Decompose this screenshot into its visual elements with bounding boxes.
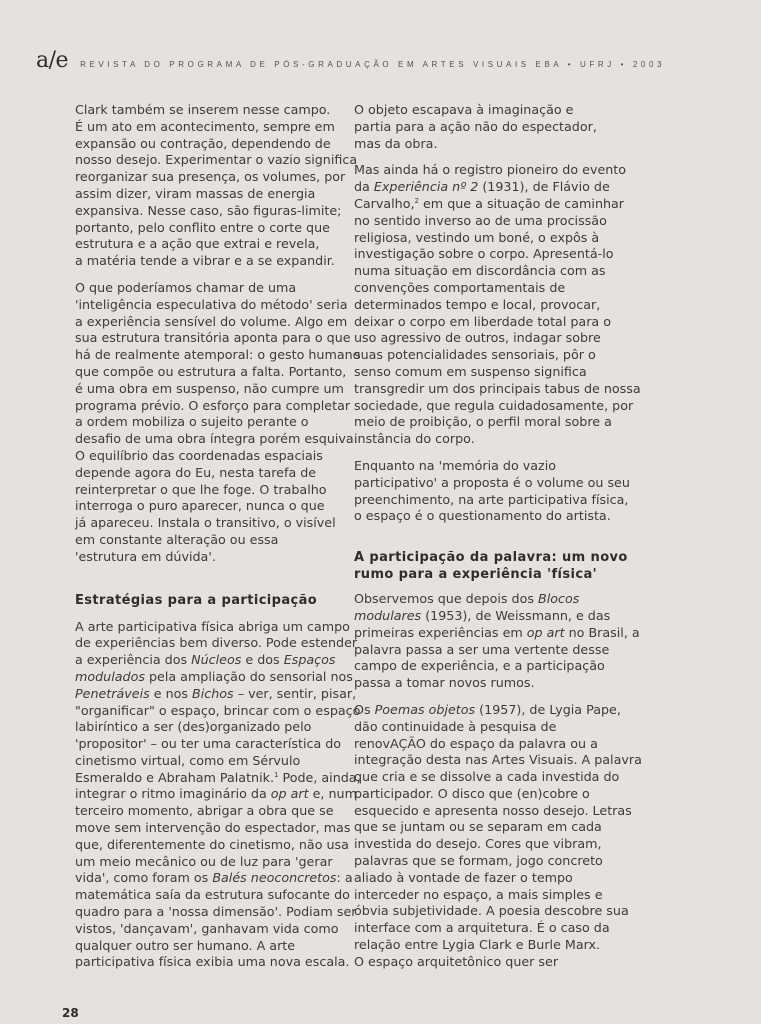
text-line: senso comum em suspenso significa — [354, 363, 587, 379]
text-line: no sentido inverso ao de uma procissão — [354, 212, 607, 228]
text-line: O equilíbrio das coordenadas espaciais — [75, 447, 323, 463]
text-line: labiríntico a ser (des)organizado pelo — [75, 719, 312, 735]
text-line: palavras que se formam, jogo concreto — [354, 853, 603, 869]
text-line: depende agora do Eu, nesta tarefa de — [75, 464, 317, 480]
text-line: nosso desejo. Experimentar o vazio significa — [75, 152, 358, 168]
paragraph — [354, 591, 640, 692]
text-line: modulados pela ampliação do sensorial nos — [75, 668, 353, 684]
heading-text: rumo para a experiência 'física' — [354, 567, 598, 583]
text-line: religiosa, vestindo um boné, o expôs à — [354, 229, 600, 245]
journal-logo: a/e — [36, 48, 69, 73]
text-line: a experiência dos Núcleos e dos Espaços — [75, 652, 336, 668]
text-line: renovAÇÃO do espaço da palavra ou a — [354, 735, 598, 751]
text-line: reinterpretar o que lhe foge. O trabalho — [75, 481, 327, 497]
text-line: Penetráveis e nos Bichos – ver, sentir, pisar, — [75, 685, 357, 701]
text-line: 'inteligência especulativa do método' seria — [75, 296, 348, 312]
text-line: O objeto escapava à imaginação e — [354, 102, 574, 117]
text-line: campo de experiência, e a participação — [354, 658, 605, 674]
text-line: já apareceu. Instala o transitivo, o visível — [75, 515, 336, 531]
text-line: investida do desejo. Cores que vibram, — [354, 836, 602, 852]
running-header — [36, 48, 726, 73]
text-line: partia para a ação não do espectador, — [354, 118, 597, 134]
text-line: que se juntam ou se separam em cada — [354, 819, 602, 835]
text-line: o espaço é o questionamento do artista. — [354, 508, 611, 524]
text-line: 'estrutura em dúvida'. — [75, 548, 216, 564]
text-line: participativa física exibia uma nova escala. — [75, 954, 350, 970]
text-line: terceiro momento, abrigar a obra que se — [75, 803, 334, 819]
heading-text: Estratégias para a participação — [75, 592, 318, 608]
paragraph — [75, 279, 361, 566]
text-line: Carvalho,$^2$ em que a situação de caminhar — [354, 195, 625, 211]
text-line: preenchimento, na arte participativa física, — [354, 491, 629, 507]
text-line: A arte participativa física abriga um campo — [75, 618, 350, 634]
running-title: REVISTA DO PROGRAMA DE PÓS-GRADUAÇÃO EM ARTES VISUAIS EBA • UFRJ • 2003 — [80, 60, 666, 69]
text-line: em constante alteração ou essa — [75, 531, 279, 547]
text-line: portanto, pelo conflito entre o corte que — [75, 219, 330, 235]
text-line: Os Poemas objetos (1957), de Lygia Pape, — [354, 701, 621, 717]
paragraph — [354, 102, 618, 152]
text-line: palavra passa a ser uma vertente desse — [354, 641, 610, 657]
text-line: integração desta nas Artes Visuais. A palavra — [354, 752, 642, 768]
text-line: relação entre Lygia Clark e Burle Marx. — [354, 937, 601, 953]
text-line: esquecido e apresenta nosso desejo. Letras — [354, 802, 632, 818]
left-column — [75, 102, 361, 981]
text-line: O espaço arquitetônico quer ser — [354, 953, 559, 969]
text-line: participador. O disco que (en)cobre o — [354, 785, 590, 801]
text-line: que compõe ou estrutura a falta. Portanto, — [75, 363, 347, 379]
text-line: transgredir um dos principais tabus de nossa — [354, 380, 641, 396]
paragraph — [354, 162, 641, 448]
text-line: óbvia subjetividade. A poesia descobre sua — [354, 903, 629, 919]
text-line: numa situação em discordância com as — [354, 263, 606, 279]
text-line: convenções comportamentais de — [354, 279, 566, 295]
text-line: vida', como foram os Balés neoconcretos: a — [75, 870, 353, 886]
paragraph — [354, 457, 630, 525]
text-line: é uma obra em suspenso, não cumpre um — [75, 380, 344, 396]
text-line: a experiência sensível do volume. Algo em — [75, 313, 348, 329]
text-line: que, diferentemente do cinetismo, não usa — [75, 836, 349, 852]
text-line: que cria e se dissolve a cada investida do — [354, 769, 620, 785]
text-line: modulares (1953), de Weissmann, e das — [354, 607, 611, 623]
heading-text: A participação da palavra: um novo — [354, 550, 628, 566]
text-line: sociedade, que regula cuidadosamente, por — [354, 397, 634, 413]
section-heading — [354, 549, 628, 583]
text-line: move sem intervenção do espectador, mas — [75, 820, 351, 836]
text-line: integrar o ritmo imaginário da op art e, num — [75, 786, 357, 802]
text-line: quadro para a 'nossa dimensão'. Podiam ser — [75, 904, 357, 920]
paragraph — [75, 618, 361, 972]
text-line: a matéria tende a vibrar e a se expandir. — [75, 253, 335, 269]
page-number: 28 — [62, 1006, 79, 1020]
text-line: a ordem mobiliza o sujeito perante o — [75, 414, 309, 430]
paragraph — [354, 701, 642, 971]
text-line: interceder no espaço, a mais simples e — [354, 886, 603, 902]
text-line: 'propositor' – ou ter uma característica do — [75, 736, 342, 752]
text-line: interroga o puro aparecer, nunca o que — [75, 498, 325, 514]
text-line: um meio mecânico ou de luz para 'gerar — [75, 853, 333, 869]
text-line: matemática saía da estrutura sufocante do — [75, 887, 350, 903]
text-line: determinados tempo e local, provocar, — [354, 296, 601, 312]
text-line: reorganizar sua presença, os volumes, por — [75, 169, 346, 185]
text-line: há de realmente atemporal: o gesto humano — [75, 347, 361, 363]
text-line: interface com a arquitetura. É o caso da — [354, 920, 610, 936]
text-line: cinetismo virtual, como em Sérvulo — [75, 752, 301, 768]
text-line: Mas ainda há o registro pioneiro do evento — [354, 162, 627, 178]
text-line: primeiras experiências em op art no Brasil, a — [354, 624, 640, 640]
text-line: Esmeraldo e Abraham Palatnik.$^1$ Pode, ainda, — [75, 769, 361, 785]
text-line: expansiva. Nesse caso, são figuras-limite; — [75, 202, 342, 218]
footnote-ref[interactable]: 2 — [414, 196, 419, 205]
text-line: qualquer outro ser humano. A arte — [75, 937, 296, 953]
section-heading — [75, 592, 339, 609]
text-line: meio de proibição, o perfil moral sobre a — [354, 414, 612, 430]
text-line: dão continuidade à pesquisa de — [354, 718, 557, 734]
text-line: desafio de uma obra íntegra porém esquiva. — [75, 431, 358, 447]
text-line: estrutura e a ação que extrai e revela, — [75, 236, 320, 252]
text-line: aliado à vontade de fazer o tempo — [354, 869, 573, 885]
text-line: da Experiência nº 2 (1931), de Flávio de — [354, 179, 610, 195]
text-line: sua estrutura transitória aponta para o que — [75, 330, 351, 346]
text-line: Clark também se inserem nesse campo. — [75, 102, 331, 117]
text-line: instância do corpo. — [354, 431, 475, 447]
text-line: assim dizer, viram massas de energia — [75, 185, 316, 201]
text-line: expansão ou contração, dependendo de — [75, 135, 331, 151]
paragraph — [75, 102, 358, 270]
text-line: uso agressivo de outros, indagar sobre — [354, 330, 601, 346]
text-line: vistos, 'dançavam', ganhavam vida como — [75, 920, 339, 936]
text-line: programa prévio. O esforço para completar — [75, 397, 351, 413]
footnote-ref[interactable]: 1 — [274, 770, 279, 779]
text-line: É um ato em acontecimento, sempre em — [75, 118, 335, 134]
text-line: passa a tomar novos rumos. — [354, 675, 535, 691]
text-line: deixar o corpo em liberdade total para o — [354, 313, 611, 329]
text-line: "organificar" o espaço, brincar com o espaço — [75, 702, 361, 718]
text-line: Observemos que depois dos Blocos — [354, 591, 580, 607]
text-line: mas da obra. — [354, 135, 438, 151]
right-column — [354, 102, 642, 981]
text-line: suas potencialidades sensoriais, pôr o — [354, 347, 596, 363]
text-line: investigação sobre o corpo. Apresentá-lo — [354, 246, 614, 262]
text-line: O que poderíamos chamar de uma — [75, 279, 297, 295]
text-line: participativo' a proposta é o volume ou seu — [354, 474, 630, 490]
text-line: Enquanto na 'memória do vazio — [354, 457, 556, 473]
text-line: de experiências bem diverso. Pode estender — [75, 635, 358, 651]
